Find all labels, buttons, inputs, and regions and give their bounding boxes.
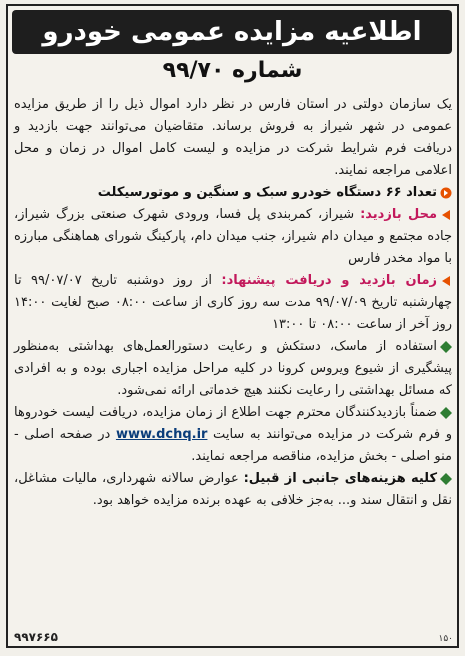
- notice-title: اطلاعیه مزایده عمومی خودرو: [42, 17, 422, 47]
- diamond-bullet-icon: [440, 341, 452, 353]
- item-heading-row: [14, 182, 452, 204]
- diamond-bullet-icon: [440, 407, 452, 419]
- costs-label: کلیه هزینه‌های جانبی از قبیل:: [243, 471, 438, 486]
- notice-number: شماره ۹۹/۷۰: [162, 58, 303, 83]
- title-banner: [12, 10, 452, 54]
- website-link[interactable]: www.dchq.ir: [115, 427, 208, 442]
- intro-paragraph: یک سازمان دولتی در استان فارس در نظر دارد اموال ذیل را از طریق مزایده عمومی در شهر شیراز به فروش برساند. متقاضیان می‌توانند جهت بازدید و دریافت فرم شرایط شرکت در مزایده و لیست کامل اموال در زمان و محل اعلامی مراجعه نمایند.: [14, 97, 452, 178]
- time-row: [14, 270, 452, 336]
- orange-bullet-icon: [440, 187, 452, 199]
- visitors-text-2: در صفحه اصلی - منو اصلی - بخش مزایده، مناقصه مراجعه نمایند.: [14, 427, 452, 464]
- triangle-bullet-icon: [440, 209, 452, 221]
- costs-row: [14, 468, 452, 512]
- visitors-text-1: ضمناً بازدیدکنندگان محترم جهت اطلاع از زمان مزایده، دریافت لیست خودروها و فرم شرکت در مزایده می‌توانند به سایت: [14, 405, 452, 442]
- location-label: محل بازدید:: [360, 207, 438, 222]
- ad-code: ۹۹۷۶۶۵: [14, 630, 58, 644]
- time-text: از روز دوشنبه تاریخ ۹۹/۰۷/۰۷ تا چهارشنبه تاریخ ۹۹/۰۷/۰۹ مدت سه روز کاری از ساعت ۰۸:۰۰ صبح لغایت ۱۴:۰۰ روز آخر از ساعت ۰۸:۰۰ تا ۱۳:۰۰: [14, 273, 453, 332]
- item-heading: تعداد ۶۶ دستگاه خودرو سبک و سنگین و موتورسیکلت: [97, 185, 437, 200]
- diamond-bullet-icon: [440, 473, 452, 485]
- health-text: استفاده از ماسک، دستکش و رعایت دستورالعمل‌های بهداشتی به‌منظور پیشگیری از شیوع ویروس کرونا در کلیه مراحل مزایده اجباری بوده و به افرادی که مسائل بهداشتی را رعایت نکنند هیچ خدماتی ارائه نمی‌شود.: [14, 339, 452, 398]
- corner-mark: ۱۵۰: [438, 634, 453, 644]
- health-row: [14, 336, 452, 402]
- visitors-row: [14, 402, 452, 468]
- location-text: شیراز، کمربندی پل فسا، ورودی شهرک صنعتی بزرگ شیراز، جاده مجتمع و میدان دام شیراز، جنب میدان دام، پارکینگ شورای هماهنگی مبارزه با مواد مخدر فارس: [14, 207, 452, 266]
- costs-text: عوارض سالانه شهرداری، مالیات مشاغل، نقل و انتقال سند و... به‌جز خلافی به عهده برنده مزایده خواهد بود.: [14, 471, 452, 508]
- time-label: زمان بازدید و دریافت پیشنهاد:: [221, 273, 437, 288]
- location-row: [14, 204, 452, 270]
- triangle-bullet-icon: [440, 275, 452, 287]
- notice-body: [14, 94, 452, 512]
